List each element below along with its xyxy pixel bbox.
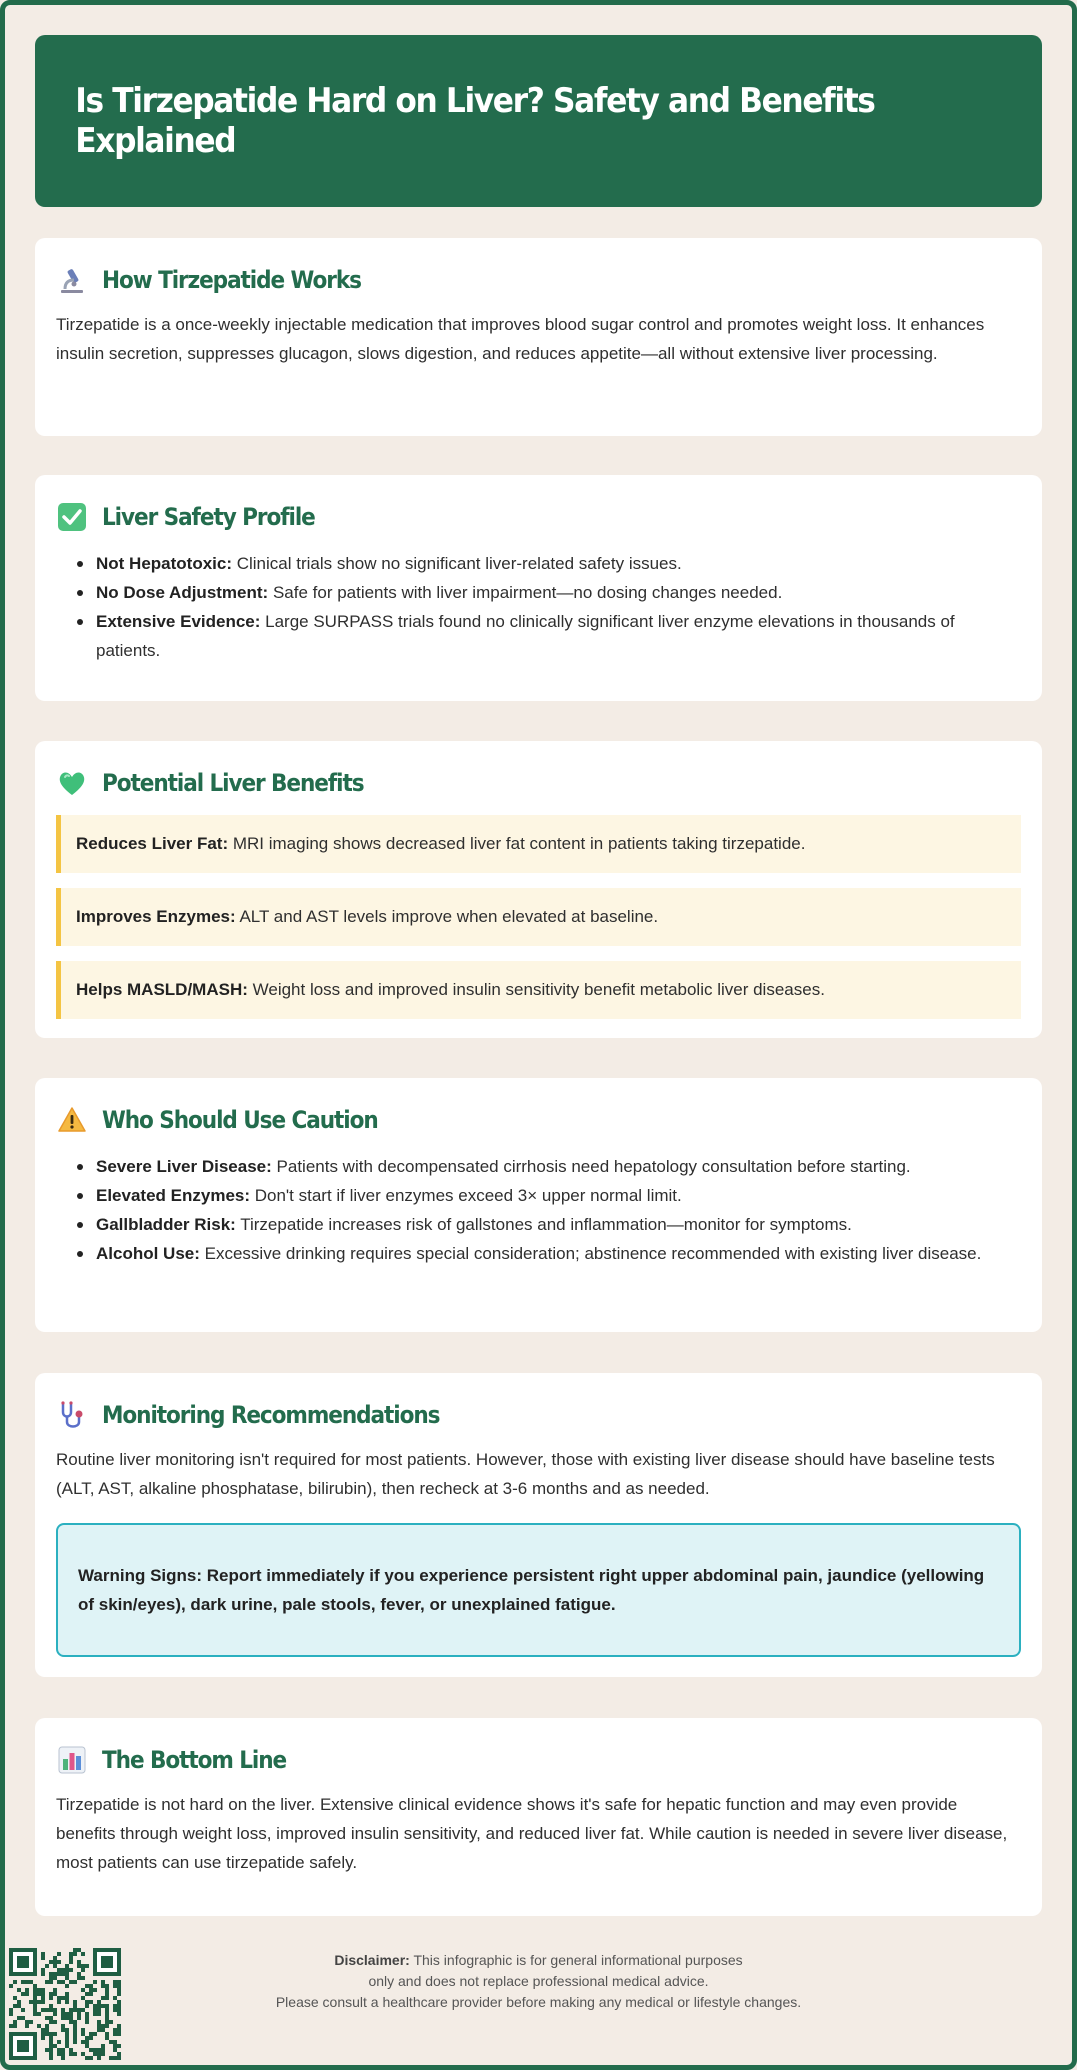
- section-title: Who Should Use Caution: [102, 1106, 378, 1134]
- list-item: [56, 1239, 1021, 1268]
- green-heart-icon: [56, 767, 88, 799]
- section-header: [56, 1740, 1021, 1780]
- list-item: [56, 549, 1021, 578]
- section-body: Tirzepatide is a once-weekly injectable medication that improves blood sugar control and promotes weight loss. It enhances insulin secretion, suppresses glucagon, slows digestion, and reduces appetite—all without extensive liver processing.: [56, 315, 985, 363]
- section-body: Routine liver monitoring isn't required for most patients. However, those with existing liver disease should have baseline tests (ALT, AST, alkaline phosphatase, bilirubin), then recheck at 3-6 months and as needed.: [56, 1450, 995, 1498]
- item-text: Large SURPASS trials found no clinically significant liver enzyme elevations in thousands of patients.: [96, 612, 955, 660]
- warning-text: Warning Signs: Report immediately if you experience persistent right upper abdominal pain, jaundice (yellowing of skin/eyes), dark urine, pale stools, fever, or unexplained fatigue.: [78, 1566, 985, 1614]
- list-item: [56, 1181, 1021, 1210]
- section-title: Monitoring Recommendations: [102, 1401, 440, 1429]
- disclaimer-line: [0, 1950, 1077, 1971]
- section-header: [56, 497, 1021, 537]
- section-title: The Bottom Line: [102, 1746, 287, 1774]
- section-liver-benefits: [35, 741, 1042, 1038]
- item-label: Not Hepatotoxic:: [96, 554, 232, 573]
- section-body: Tirzepatide is not hard on the liver. Extensive clinical evidence shows it's safe for hepatic function and may even provide benefits through weight loss, improved insulin sensitivity, and reduced liver fat. While caution is needed in severe liver disease, most patients can use tirzepatide safely.: [56, 1795, 1008, 1872]
- section-title: How Tirzepatide Works: [102, 266, 361, 294]
- disclaimer-footer: [0, 1950, 1077, 2013]
- section-safety-profile: [35, 475, 1042, 701]
- item-text: Patients with decompensated cirrhosis need hepatology consultation before starting.: [271, 1157, 911, 1176]
- bar-chart-icon: [56, 1744, 88, 1776]
- disclaimer-label: Disclaimer:: [334, 1952, 410, 1968]
- item-text: MRI imaging shows decreased liver fat content in patients taking tirzepatide.: [228, 834, 806, 853]
- section-title: Liver Safety Profile: [102, 503, 315, 531]
- section-title: Potential Liver Benefits: [102, 769, 364, 797]
- benefit-callout: [56, 815, 1021, 873]
- item-label: Severe Liver Disease:: [96, 1157, 272, 1176]
- benefits-list: [56, 815, 1021, 1019]
- title-banner: [35, 35, 1042, 207]
- section-caution: [35, 1078, 1042, 1332]
- disclaimer-text: This infographic is for general informational purposes: [409, 1952, 743, 1968]
- item-text: Tirzepatide increases risk of gallstones and inflammation—monitor for symptoms.: [235, 1215, 852, 1234]
- list-item: [56, 607, 1021, 665]
- list-item: [56, 1152, 1021, 1181]
- section-bottom-line: [35, 1718, 1042, 1916]
- item-text: Don't start if liver enzymes exceed 3× upper normal limit.: [250, 1186, 682, 1205]
- list-item: [56, 1210, 1021, 1239]
- item-text: Excessive drinking requires special consideration; abstinence recommended with existing liver disease.: [199, 1244, 982, 1263]
- item-label: Elevated Enzymes:: [96, 1186, 251, 1205]
- item-text: ALT and AST levels improve when elevated at baseline.: [235, 907, 659, 926]
- warning-icon: [56, 1104, 88, 1136]
- check-mark-icon: [56, 501, 88, 533]
- item-label: Alcohol Use:: [96, 1244, 200, 1263]
- microscope-icon: [56, 264, 88, 296]
- item-label: Gallbladder Risk:: [96, 1215, 236, 1234]
- section-header: [56, 260, 1021, 300]
- item-label: Extensive Evidence:: [96, 612, 261, 631]
- benefit-callout: [56, 961, 1021, 1019]
- item-text: Safe for patients with liver impairment—no dosing changes needed.: [268, 583, 783, 602]
- stethoscope-icon: [56, 1399, 88, 1431]
- item-text: Clinical trials show no significant liver-related safety issues.: [232, 554, 682, 573]
- list-item: [56, 578, 1021, 607]
- disclaimer-line: only and does not replace professional medical advice.: [368, 1973, 709, 1989]
- item-label: Helps MASLD/MASH:: [76, 980, 248, 999]
- disclaimer-line: Please consult a healthcare provider before making any medical or lifestyle changes.: [275, 1994, 802, 2010]
- item-label: Improves Enzymes:: [76, 907, 236, 926]
- item-label: No Dose Adjustment:: [96, 583, 269, 602]
- item-text: Weight loss and improved insulin sensitivity benefit metabolic liver diseases.: [247, 980, 825, 999]
- section-monitoring: [35, 1373, 1042, 1677]
- page-title: Is Tirzepatide Hard on Liver? Safety and Benefits Explained: [75, 81, 875, 161]
- section-header: [56, 1395, 1021, 1435]
- section-header: [56, 1100, 1021, 1140]
- caution-list: [56, 1152, 1021, 1268]
- section-how-it-works: [35, 238, 1042, 436]
- benefit-callout: [56, 888, 1021, 946]
- section-header: [56, 763, 1021, 803]
- item-label: Reduces Liver Fat:: [76, 834, 229, 853]
- safety-list: [56, 549, 1021, 665]
- warning-signs-callout: [56, 1523, 1021, 1657]
